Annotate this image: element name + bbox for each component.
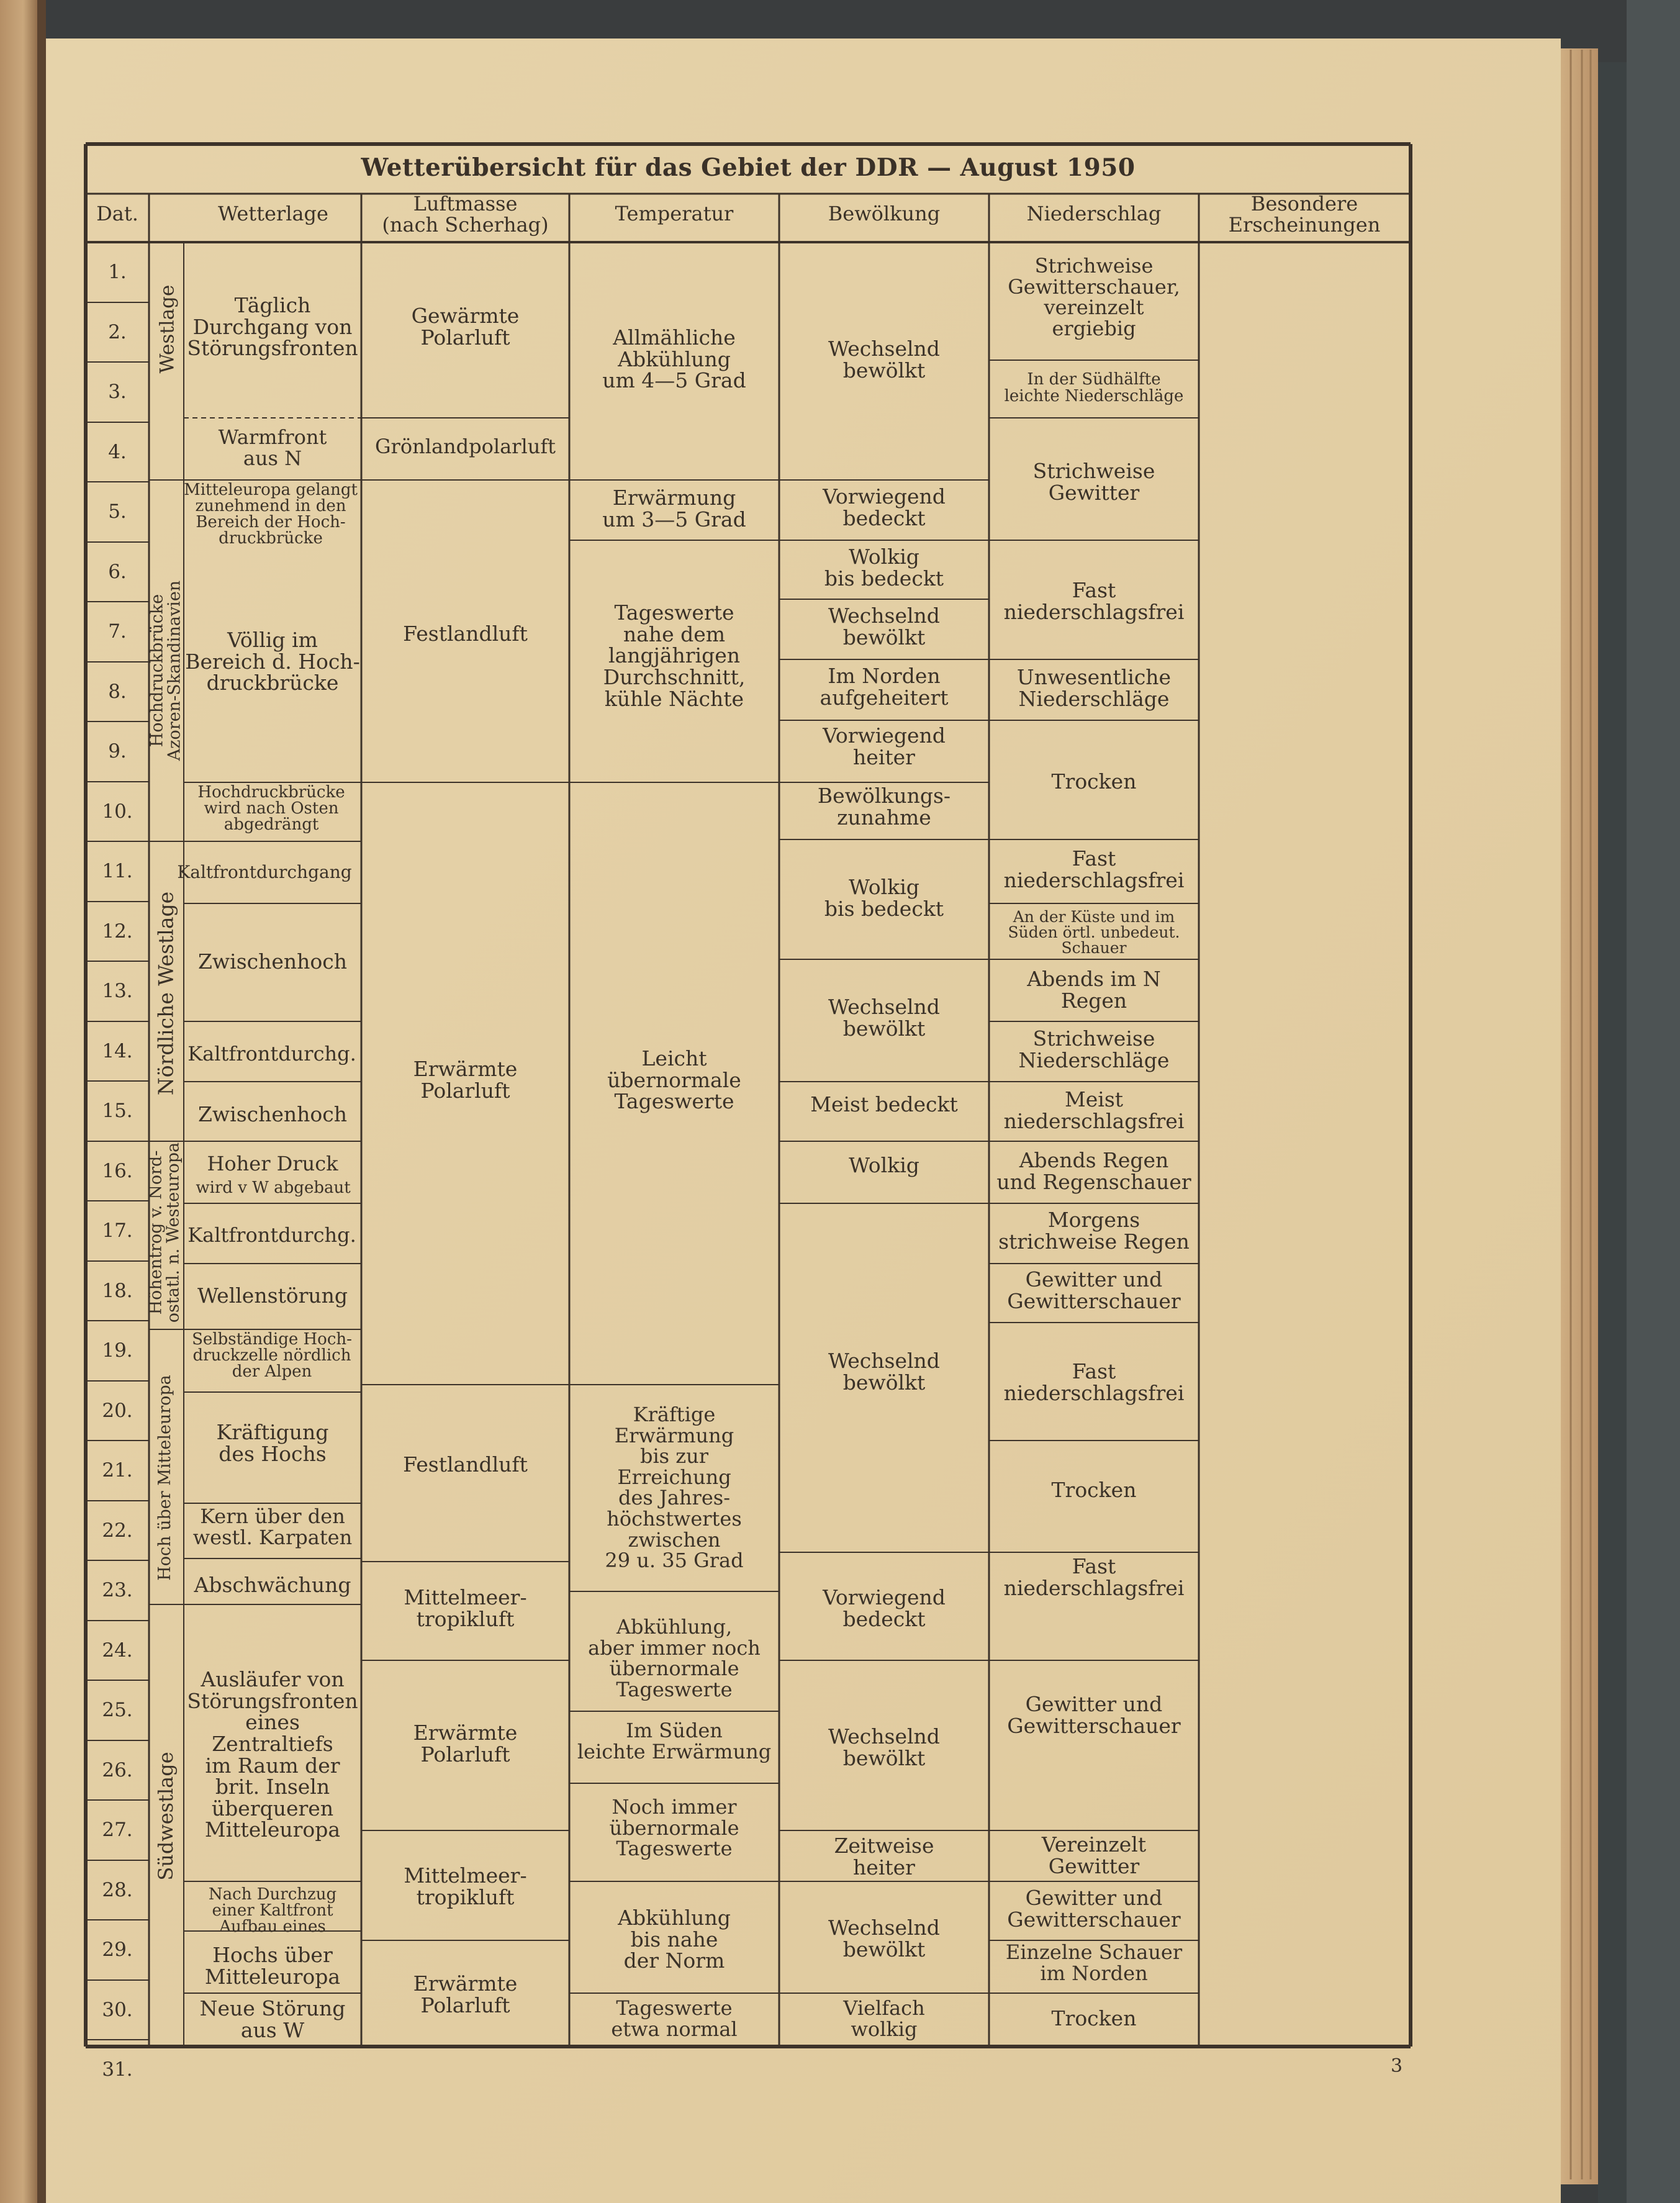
date-16: 16. <box>102 1160 133 1182</box>
wetterlage-4: Warmfront aus N <box>218 425 327 470</box>
date-14: 14. <box>102 1040 133 1062</box>
bewoelkung-13-14: Wechselnd bewölkt <box>828 995 940 1041</box>
date-5: 5. <box>108 500 127 523</box>
niederschlag-23: Fast niederschlagsfrei <box>1003 1554 1185 1600</box>
date-4: 4. <box>108 441 127 463</box>
wetterlage-20-21: Kräftigung des Hochs <box>216 1420 329 1466</box>
niederschlag-3: In der Südhälfte leichte Niederschläge <box>1004 370 1184 406</box>
wetterlage-16a: Hoher Druck <box>207 1152 338 1175</box>
temperatur-29-30: Abkühlung bis nahe der Norm <box>618 1906 731 1973</box>
wetterlage-19: Selbständige Hoch- druckzelle nördlich der Alpen <box>192 1330 352 1381</box>
niederschlag-16: Abends Regen und Regenschauer <box>996 1148 1191 1194</box>
bewoelkung-10: Bewölkungs- zunahme <box>817 784 951 830</box>
niederschlag-21-22: Trocken <box>1051 1478 1137 1502</box>
date-1: 1. <box>108 261 127 283</box>
date-17: 17. <box>102 1219 133 1242</box>
bewoelkung-17-22: Wechselnd bewölkt <box>828 1349 940 1395</box>
bewoelkung-28: Zeitweise heiter <box>834 1834 934 1880</box>
date-19: 19. <box>102 1339 133 1362</box>
wetterlage-10: Hochdruckbrücke wird nach Osten abgedrängt <box>197 783 345 834</box>
wetterlage-12-13: Zwischenhoch <box>197 949 348 974</box>
niederschlag-9-10: Trocken <box>1051 769 1137 794</box>
luftmasse-30-31: Erwärmte Polarluft <box>413 1971 518 2017</box>
niederschlag-13: Abends im N Regen <box>1027 967 1161 1013</box>
bewoelkung-15: Meist bedeckt <box>810 1092 958 1116</box>
temperatur-27-28: Noch immer übernormale Tageswerte <box>609 1795 739 1861</box>
temperatur-10-19: Leicht übernormale Tageswerte <box>607 1046 741 1114</box>
date-21: 21. <box>102 1459 133 1481</box>
wetterlage-1-3: Täglich Durchgang von Störungsfronten <box>187 293 358 361</box>
bewoelkung-31: Vielfach wolkig <box>843 1996 925 2041</box>
bewoelkung-7: Wechselnd bewölkt <box>828 604 940 649</box>
date-6: 6. <box>108 561 127 583</box>
page-number: 3 <box>1391 2055 1403 2077</box>
temperatur-1-4: Allmähliche Abkühlung um 4—5 Grad <box>602 325 746 393</box>
date-7: 7. <box>108 620 127 643</box>
luftmasse-25-27: Erwärmte Polarluft <box>413 1721 518 1766</box>
wetterlage-29-30: Hochs über Mitteleuropa <box>204 1943 341 1989</box>
bewoelkung-9: Vorwiegend heiter <box>823 723 946 769</box>
wetterlage-6-9: Völlig im Bereich d. Hoch- druckbrücke <box>185 628 360 695</box>
date-24: 24. <box>102 1639 133 1662</box>
niederschlag-24-27: Gewitter und Gewitterschauer <box>1007 1692 1181 1738</box>
date-25: 25. <box>102 1699 133 1721</box>
date-30: 30. <box>102 1999 133 2021</box>
bewoelkung-8: Im Norden aufgeheitert <box>820 664 949 710</box>
wetterlage-24-28: Ausläufer von Störungsfronten eines Zentraltiefs im Raum der brit. Inseln überqueren Mitteleuropa <box>187 1667 358 1842</box>
header-niederschlag: Niederschlag <box>1026 202 1162 225</box>
niederschlag-31: Trocken <box>1051 2006 1137 2030</box>
date-22: 22. <box>102 1519 133 1542</box>
luftmasse-23-24: Mittelmeer- tropikluft <box>404 1585 527 1631</box>
wetterlage-5: Mitteleuropa gelangt zunehmend in den Bereich der Hoch- druckbrücke <box>184 481 358 548</box>
niederschlag-17: Morgens strichweise Regen <box>998 1208 1190 1254</box>
wetterlage-18: Wellenstörung <box>197 1283 348 1308</box>
header-wetterlage: Wetterlage <box>218 202 328 225</box>
luftmasse-20-22: Festlandluft <box>403 1452 528 1477</box>
temperatur-5: Erwärmung um 3—5 Grad <box>602 486 746 532</box>
wetterlage-16b: wird v W abgebaut <box>196 1178 351 1197</box>
gwl-hochdruckbruecke: Hochdruckbrücke Azoren-Skandinavien <box>147 580 184 761</box>
niederschlag-8: Unwesentliche Niederschläge <box>1016 665 1172 711</box>
luftmasse-10-19: Erwärmte Polarluft <box>413 1057 518 1103</box>
bewoelkung-25-27: Wechselnd bewölkt <box>828 1724 940 1770</box>
luftmasse-1-3: Gewärmte Polarluft <box>411 304 520 350</box>
niederschlag-30: Einzelne Schauer im Norden <box>1005 1940 1183 1985</box>
wetterlage-31: Neue Störung aus W <box>199 1996 346 2042</box>
bewoelkung-29-30: Wechselnd bewölkt <box>828 1916 940 1961</box>
luftmasse-5-9: Festlandluft <box>403 622 528 646</box>
header-luftmasse: Luftmasse (nach Scherhag) <box>382 192 549 237</box>
date-15: 15. <box>102 1100 133 1122</box>
bewoelkung-16: Wolkig <box>849 1153 919 1177</box>
date-26: 26. <box>102 1759 133 1781</box>
niederschlag-28: Vereinzelt Gewitter <box>1041 1832 1147 1878</box>
wetterlage-14: Kaltfrontdurchg. <box>187 1042 356 1065</box>
wetterlage-22: Kern über den westl. Karpaten <box>192 1504 353 1549</box>
temperatur-26: Im Süden leichte Erwärmung <box>577 1719 772 1763</box>
luftmasse-28-29: Mittelmeer- tropikluft <box>404 1863 527 1909</box>
temperatur-24-25: Abkühlung, aber immer noch übernormale Tageswerte <box>588 1615 761 1701</box>
niederschlag-12: An der Küste und im Süden örtl. unbedeut. Schauer <box>1008 908 1180 957</box>
date-13: 13. <box>102 980 133 1002</box>
date-9: 9. <box>108 740 127 762</box>
date-27: 27. <box>102 1819 133 1841</box>
date-3: 3. <box>108 381 127 403</box>
gwl-hoehentrog: Höhentrog v. Nord- ostatl. n. Westeuropa <box>146 1142 183 1323</box>
date-20: 20. <box>102 1400 133 1422</box>
date-8: 8. <box>108 681 127 703</box>
date-10: 10. <box>102 800 133 823</box>
date-31: 31. <box>102 2058 133 2081</box>
wetterlage-29a: Nach Durchzug einer Kaltfront Aufbau eines <box>208 1885 337 1936</box>
niederschlag-6-7: Fast niederschlagsfrei <box>1003 578 1185 624</box>
header-besondere: Besondere Erscheinungen <box>1228 192 1381 237</box>
niederschlag-29: Gewitter und Gewitterschauer <box>1007 1886 1181 1932</box>
bewoelkung-1-4: Wechselnd bewölkt <box>828 337 940 382</box>
date-12: 12. <box>102 920 133 943</box>
temperatur-20-23: Kräftige Erwärmung bis zur Erreichung des Jahres- höchstwertes zwischen 29 u. 35 Grad <box>605 1403 744 1573</box>
date-18: 18. <box>102 1280 133 1302</box>
wetterlage-23: Abschwächung <box>194 1573 351 1597</box>
niederschlag-15: Meist niederschlagsfrei <box>1003 1087 1185 1133</box>
wetterlage-11: Kaltfrontdurchgang <box>177 862 352 882</box>
bewoelkung-11-12: Wolkig bis bedeckt <box>824 875 944 921</box>
date-11: 11. <box>102 860 133 882</box>
temperatur-31: Tageswerte etwa normal <box>611 1996 738 2041</box>
gwl-suedwestlage: Südwestlage <box>154 1752 178 1881</box>
gwl-westlage: Westlage <box>156 284 179 374</box>
header-bewoelkung: Bewölkung <box>828 202 941 225</box>
header-temperatur: Temperatur <box>615 202 734 225</box>
bewoelkung-5: Vorwiegend bedeckt <box>823 484 946 530</box>
niederschlag-4-5: Strichweise Gewitter <box>1032 459 1155 505</box>
niederschlag-11: Fast niederschlagsfrei <box>1003 846 1185 892</box>
niederschlag-1-2: Strichweise Gewitterschauer, vereinzelt ergiebig <box>1008 254 1180 340</box>
header-dat: Dat. <box>96 202 138 225</box>
date-28: 28. <box>102 1879 133 1901</box>
luftmasse-4: Grönlandpolarluft <box>374 435 556 458</box>
date-23: 23. <box>102 1579 133 1601</box>
niederschlag-19-20: Fast niederschlagsfrei <box>1003 1359 1185 1405</box>
wetterlage-15: Zwischenhoch <box>197 1102 348 1126</box>
bewoelkung-23-24: Vorwiegend bedeckt <box>823 1585 946 1631</box>
bewoelkung-6: Wolkig bis bedeckt <box>824 545 944 590</box>
date-2: 2. <box>108 321 127 343</box>
temperatur-6-9: Tageswerte nahe dem langjährigen Durchschnitt, kühle Nächte <box>603 600 746 711</box>
table-title: Wetterübersicht für das Gebiet der DDR — August 1950 <box>361 153 1136 182</box>
gwl-hoch-mitteleuropa: Hoch über Mitteleuropa <box>155 1375 174 1581</box>
gwl-noerdliche-westlage: Nördliche Westlage <box>153 891 178 1096</box>
wetterlage-17: Kaltfrontdurchg. <box>187 1223 356 1247</box>
niederschlag-14: Strichweise Niederschläge <box>1018 1026 1170 1072</box>
date-29: 29. <box>102 1938 133 1961</box>
niederschlag-18: Gewitter und Gewitterschauer <box>1007 1267 1181 1313</box>
